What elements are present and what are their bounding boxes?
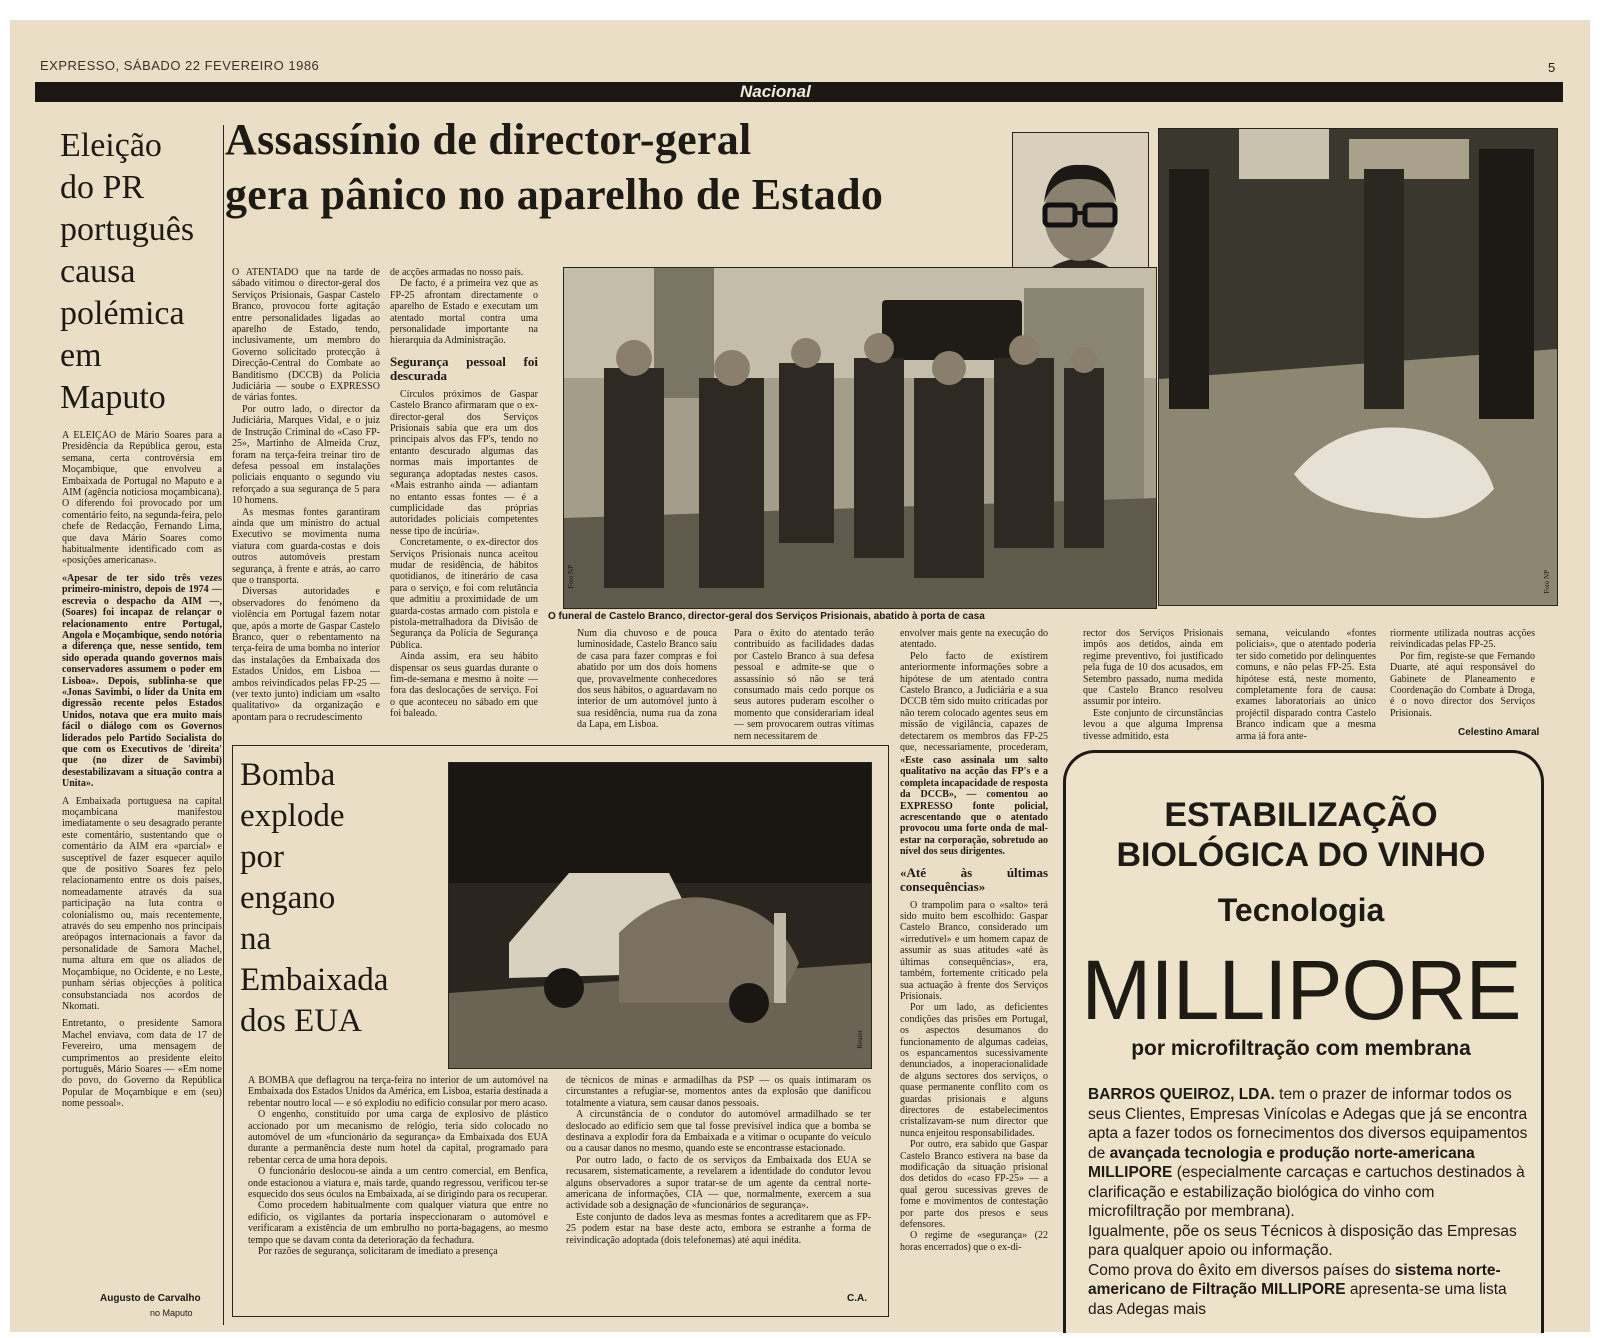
bomb-headline: Bomba explode por engano na Embaixada dos EUA: [240, 757, 389, 1039]
article-column-1: O ATENTADO que na tarde de sábado vitimou o director-geral dos Serviços Prisionais, Gaspar Castelo Branco, provocou forte agitação entre personalidades ligadas ao aparelho de Estado, tendo, inclusivamente, um membro do Governo solicitado protecção à Direcção-Central do Combate ao Banditismo (DCCB) da Polícia Judiciária — soube o EXPRESSO de várias fontes. Por outro lado, o director da Judiciária, Marques Vidal, e o juiz de Instrução Criminal do «Caso FP-25», Martinho de Almeida Cruz, foram na terça-feira treinar tiro de defesa pessoal em instalações policiais enquanto o segundo viu reforçado a sua segurança de 5 para 10 homens. As mesmas fontes garantiram ainda que um ministro do actual Executivo se movimenta numa viatura com guarda-costas e dois outros automóveis prestam segurança, à frente e atrás, ao carro que o transporta. Diversas autoridades e observadores do fenómeno da violência em Portugal fazem notar que, após a morte de Gaspar Castelo Branco, quer o rebentamento na terça-feira de uma bomba no interior das instalações da Embaixada dos Estados Unidos, em Lisboa — ambos reivindicados pelas FP-25 — (ver texto junto) indiciam um «salto qualitativo» da organização e apontam para o recrudescimento: [232, 267, 380, 723]
section-label: Nacional: [740, 82, 811, 101]
crime-scene-figure: [1159, 129, 1557, 605]
funeral-figure: [564, 268, 1156, 608]
sidebar-body: A ELEIÇÃO de Mário Soares para a Presidência da República gerou, esta semana, certa controvérsia em Moçambique, que envolveu a Embaixada de Portugal no Maputo e a AIM (agência noticiosa moçambicana). O diferendo foi provocado por um comentário feito, na segunda-feira, pelo chefe de Redacção, Fernando Lima, que dava Mário Soares como habitualmente identificado com as «posições americanas». «Apesar de ter sido três vezes primeiro-ministro, depois de 1974 — escrevia o despacho da AIM —, (Soares) foi incapaz de relançar o relacionamento entre Portugal, Angola e Moçambique, sendo notória a diferença que, nesse sentido, tem sido operada quando governos mais conservadores assumem o poder em Lisboa». Depois, sublinha-se que «Jonas Savimbi, o líder da Unita em digressão recente pelos Estados Unidos, notava que era muito mais fácil o diálogo com os Governos liderados pelo Partido Socialista do que com os Executivos de 'direita' que (no dizer de Savimbi) desestabilizavam a situação contra a Unita». A Embaixada portuguesa na capital moçambicana manifestou imediatamente o seu desagrado perante este comentário, sustentando que o comentário da AIM era «parcial» e susceptível de fazer esquecer aquilo que de positivo Soares fez pelo relacionamento entre os dois países, nomeadamente através da sua participação na luta contra o colonialismo ou, mais recentemente, através do seu empenho nos principais areópagos internacionais a favor da personalidade de Samora Machel, numa altura em que os aliados de Moçambique, no Ocidente, e no Leste, punham sérias objecções à política consubstanciada nos acordos de Nkomati. Entretanto, o presidente Samora Machel enviava, com data de 17 de Fevereiro, uma mensagem de cumprimentos ao presidente eleito português, Mário Soares — «Em nome do povo, do Governo da República Popular de Moçambique e em (seu) nome pessoal».: [62, 430, 222, 1110]
car-bomb-figure: [449, 763, 871, 1068]
photo-credit-right: Foto NP: [1543, 570, 1551, 594]
funeral-caption: O funeral de Castelo Branco, director-geral dos Serviços Prisionais, abatido à porta de casa: [548, 611, 985, 622]
article-column-5: envolver mais gente na execução do atentado. Pelo facto de existirem anteriormente informações sobre a hipótese de um atentado contra Castelo Branco, a Judiciária e a sua DCCB têm sido muito criticadas por não terem colocado agentes seus em missão de vigilância, capazes de detectarem os membros das FP-25 que, necessariamente, procederam,: [900, 628, 1048, 752]
subhead-security: Segurança pessoal foi descurada: [390, 353, 538, 383]
bomb-photo-credit: Reuter: [856, 1030, 864, 1049]
bomb-byline: C.A.: [847, 1293, 867, 1304]
article-column-6: rector dos Serviços Prisionais impôs aos detidos, ainda em regime preventivo, foi justificado pela fuga de 10 dos acusados, em Setembro passado, numa medida que Castelo Branco resolveu assumir por inteiro. Este conjunto de circunstâncias levou a que alguma Imprensa tivesse admitido, esta: [1083, 628, 1223, 740]
article-column-4: Para o êxito do atentado terão contribuído as facilidades dadas por Castelo Branco à sua defesa pessoal e admite-se que o assassínio só não se terá consumado mais cedo porque os seus autores puderam escolher o momento que considerariam ideal — sem provocarem outras vítimas nem necessitarem de: [734, 628, 874, 740]
sidebar-byline-place: no Maputo: [150, 1308, 193, 1318]
funeral-photo: [563, 267, 1157, 609]
page-number: 5: [1548, 60, 1556, 75]
sidebar-byline: Augusto de Carvalho: [100, 1293, 201, 1304]
subhead-consequences: «Até às últimas consequências»: [900, 864, 1048, 894]
ad-heading-2: BIOLÓGICA DO VINHO: [1116, 836, 1486, 874]
main-headline: Assassínio de director-geral gera pânico no aparelho de Estado: [225, 115, 884, 219]
ad-body: BARROS QUEIROZ, LDA. tem o prazer de informar todos os seus Clientes, Empresas Vinícolas e Adegas que já se encontra apta a fazer todos os fornecimentos dos diversos equipamentos de avançada tecnologia e produção norte-americana MILLIPORE (especialmente carcaças e cartuchos destinados à clarificação e estabilização biológica do vinho com microfiltração por membrana). Igualmente, põe os seus Técnicos à disposição das Empresas para qualquer apoio ou informação. Como prova do êxito em diversos países do sistema norte-americano de Filtração MILLIPORE apresenta-se uma lista das Adegas mais: [1088, 1086, 1528, 1318]
article-column-9: «Este caso assinala um salto qualitativo na acção das FP's e a completa incapacidade de resposta da DCCB», — comentou ao EXPRESSO fonte policial, acrescentando que o atentado provocou uma forte onda de mal-estar na corporação, sobretudo ao nível dos seus dirigentes. «Até às últimas consequências» O trampolim para o «salto» terá sido muito bem escolhido: Gaspar Castelo Branco, considerado um «irredutível» e um homem capaz de assumir as suas atitudes «até às últimas consequências», era, também, fortemente criticado pela sua actuação à frente dos Serviços Prisionais. Por um lado, as deficientes condições das prisões em Portugal, os aspectos desumanos do funcionamento de algumas cadeias, os espancamentos sucessivamente denunciados, a inoperacionalidade de alguns sectores dos serviços, o quase permanente conflito com os guardas prisionais e alguns directores de estabelecimentos cristalizavam-se num director que nunca enjeitou responsabilidades. Por outro, era sabido que Gaspar Castelo Branco estivera na base da modificação da situação prisional dos detidos do «caso FP-25» — a qual gerou sucessivas greves de fome e movimentos de contestação por parte dos presos e seus defensores. O regime de «segurança» (22 horas encerrados) que o ex-di-: [900, 755, 1048, 1253]
page-folio: EXPRESSO, SÁBADO 22 FEVEREIRO 1986: [40, 58, 320, 73]
article-column-3: Num dia chuvoso e de pouca luminosidade, Castelo Branco saiu de casa para fazer compras e foi abatido por um dos dois homens que, provavelmente conhecedores dos seus hábitos, o aguardavam no interior de um automóvel junto à sua residência, numa rua da zona da Lapa, em Lisboa.: [577, 628, 717, 731]
column-rule: [223, 125, 224, 1325]
bomb-column-2: de técnicos de minas e armadilhas da PSP — os quais intimaram os circunstantes a refugiar-se, momentos antes da explosão que danificou totalmente a viatura, sem causar danos pessoais. A circunstância de o condutor do automóvel armadilhado se ter deslocado ao edifício sem que tal fosse previsível indica que a bomba se destinava a explodir fora da Embaixada e a vitimar o ocupante do veículo ou a causar danos no mesmo, quando este se encontrasse estacionado. Por outro lado, o facto de os serviços da Embaixada dos EUA se recusarem, sistematicamente, a revelarem a identidade do condutor levou alguns observadores a supor tratar-se de um agente da central norte-americana de informações, CIA — que, normalmente, exercem a sua actividade sob a designação de «funcionários de segurança». Este conjunto de dados leva as mesmas fontes a acreditarem que as FP-25 podem estar na base deste acto, embora se estranhe a forma de reivindicação adoptada (dois telefonemas) até aqui inédita.: [566, 1075, 871, 1246]
article-column-7: semana, veiculando «fontes policiais», que o atentado poderia ter sido cometido por delinquentes comuns, e não pelas FP-25. Esta hipótese está, neste momento, completamente fora de causa: exames laboratoriais ao único projéctil disparado contra Castelo Branco indicam que a mesma arma já fora ante-: [1236, 628, 1376, 740]
article-column-8: riormente utilizada noutras acções reivindicadas pelas FP-25. Por fim, registe-se que Fernando Duarte, até aqui responsável do Gabinete de Planeamento e Coordenação do Combate à Droga, é o novo director dos Serviços Prisionais.: [1390, 628, 1535, 719]
article-column-2: de acções armadas no nosso país. De facto, é a primeira vez que as FP-25 afrontam directamente o aparelho de Estado e executam um atentado mortal contra uma personalidade importante na hierarquia da Administração. Segurança pessoal foi descurada Círculos próximos de Gaspar Castelo Branco afirmaram que o ex-director-geral dos Serviços Prisionais sabia que era um dos principais alvos das FP's, tendo no entanto descurado algumas das normas mais importantes de segurança adoptadas nestes casos. «Mais estranho ainda — adiantam no entanto essas fontes — é a cumplicidade das próprias autoridades policiais competentes nesse tipo de incúria». Concretamente, o ex-director dos Serviços Prisionais nunca aceitou mudar de residência, de hábitos quotidianos, de itinerário de casa para o serviço, e foi com relutância que admitiu a proximidade de um guarda-costas armado com pistola e pistola-metralhadora da Divisão de Segurança da Polícia de Segurança Pública. Ainda assim, era seu hábito dispensar os seus guardas durante o fim-de-semana e mesmo à noite — fora das deslocações de serviço. Foi o que aconteceu no sábado em que foi baleado.: [390, 267, 538, 720]
main-byline: Celestino Amaral: [1458, 727, 1540, 738]
bomb-column-1: A BOMBA que deflagrou na terça-feira no interior de um automóvel na Embaixada dos Estados Unidos da América, em Lisboa, estaria destinada a rebentar noutro local — e só explodiu no edifício consular por mero acaso. O engenho, constituído por uma carga de explosivo de plástico accionado por um mecanismo de relógio, teria sido colocado no automóvel de um «funcionário da segurança» da Embaixada dos EUA durante a permanência deste num hotel da capital, programado para rebentar cerca de uma hora depois. O funcionário deslocou-se ainda a um centro comercial, em Benfica, onde estacionou a viatura e, mais tarde, quando regressou, verificou ter-se esquecido dos seus óculos na Embaixada, aí se dirigindo para os recuperar. Como procedem habitualmente com qualquer viatura que entre no edifício, os vigilantes da portaria inspeccionaram o automóvel e verificaram a existência de um embrulho no porta-bagagens, ao mesmo tempo que se davam conta da deterioração da fechadura. Por razões de segurança, solicitaram de imediato a presença: [248, 1075, 548, 1258]
ad-tagline: por microfiltração com membrana: [1131, 1037, 1471, 1060]
photo-credit-left: Foto NP: [567, 565, 575, 589]
ad-brand-logo: MILLIPORE: [1081, 943, 1521, 1037]
ad-heading-1: ESTABILIZAÇÃO: [1164, 796, 1438, 834]
sidebar-headline: Eleição do PR português causa polémica em Maputo: [60, 127, 195, 416]
ad-heading-3: Tecnologia: [1217, 892, 1385, 928]
crime-scene-photo: [1158, 128, 1558, 606]
car-bomb-photo: [448, 762, 872, 1069]
